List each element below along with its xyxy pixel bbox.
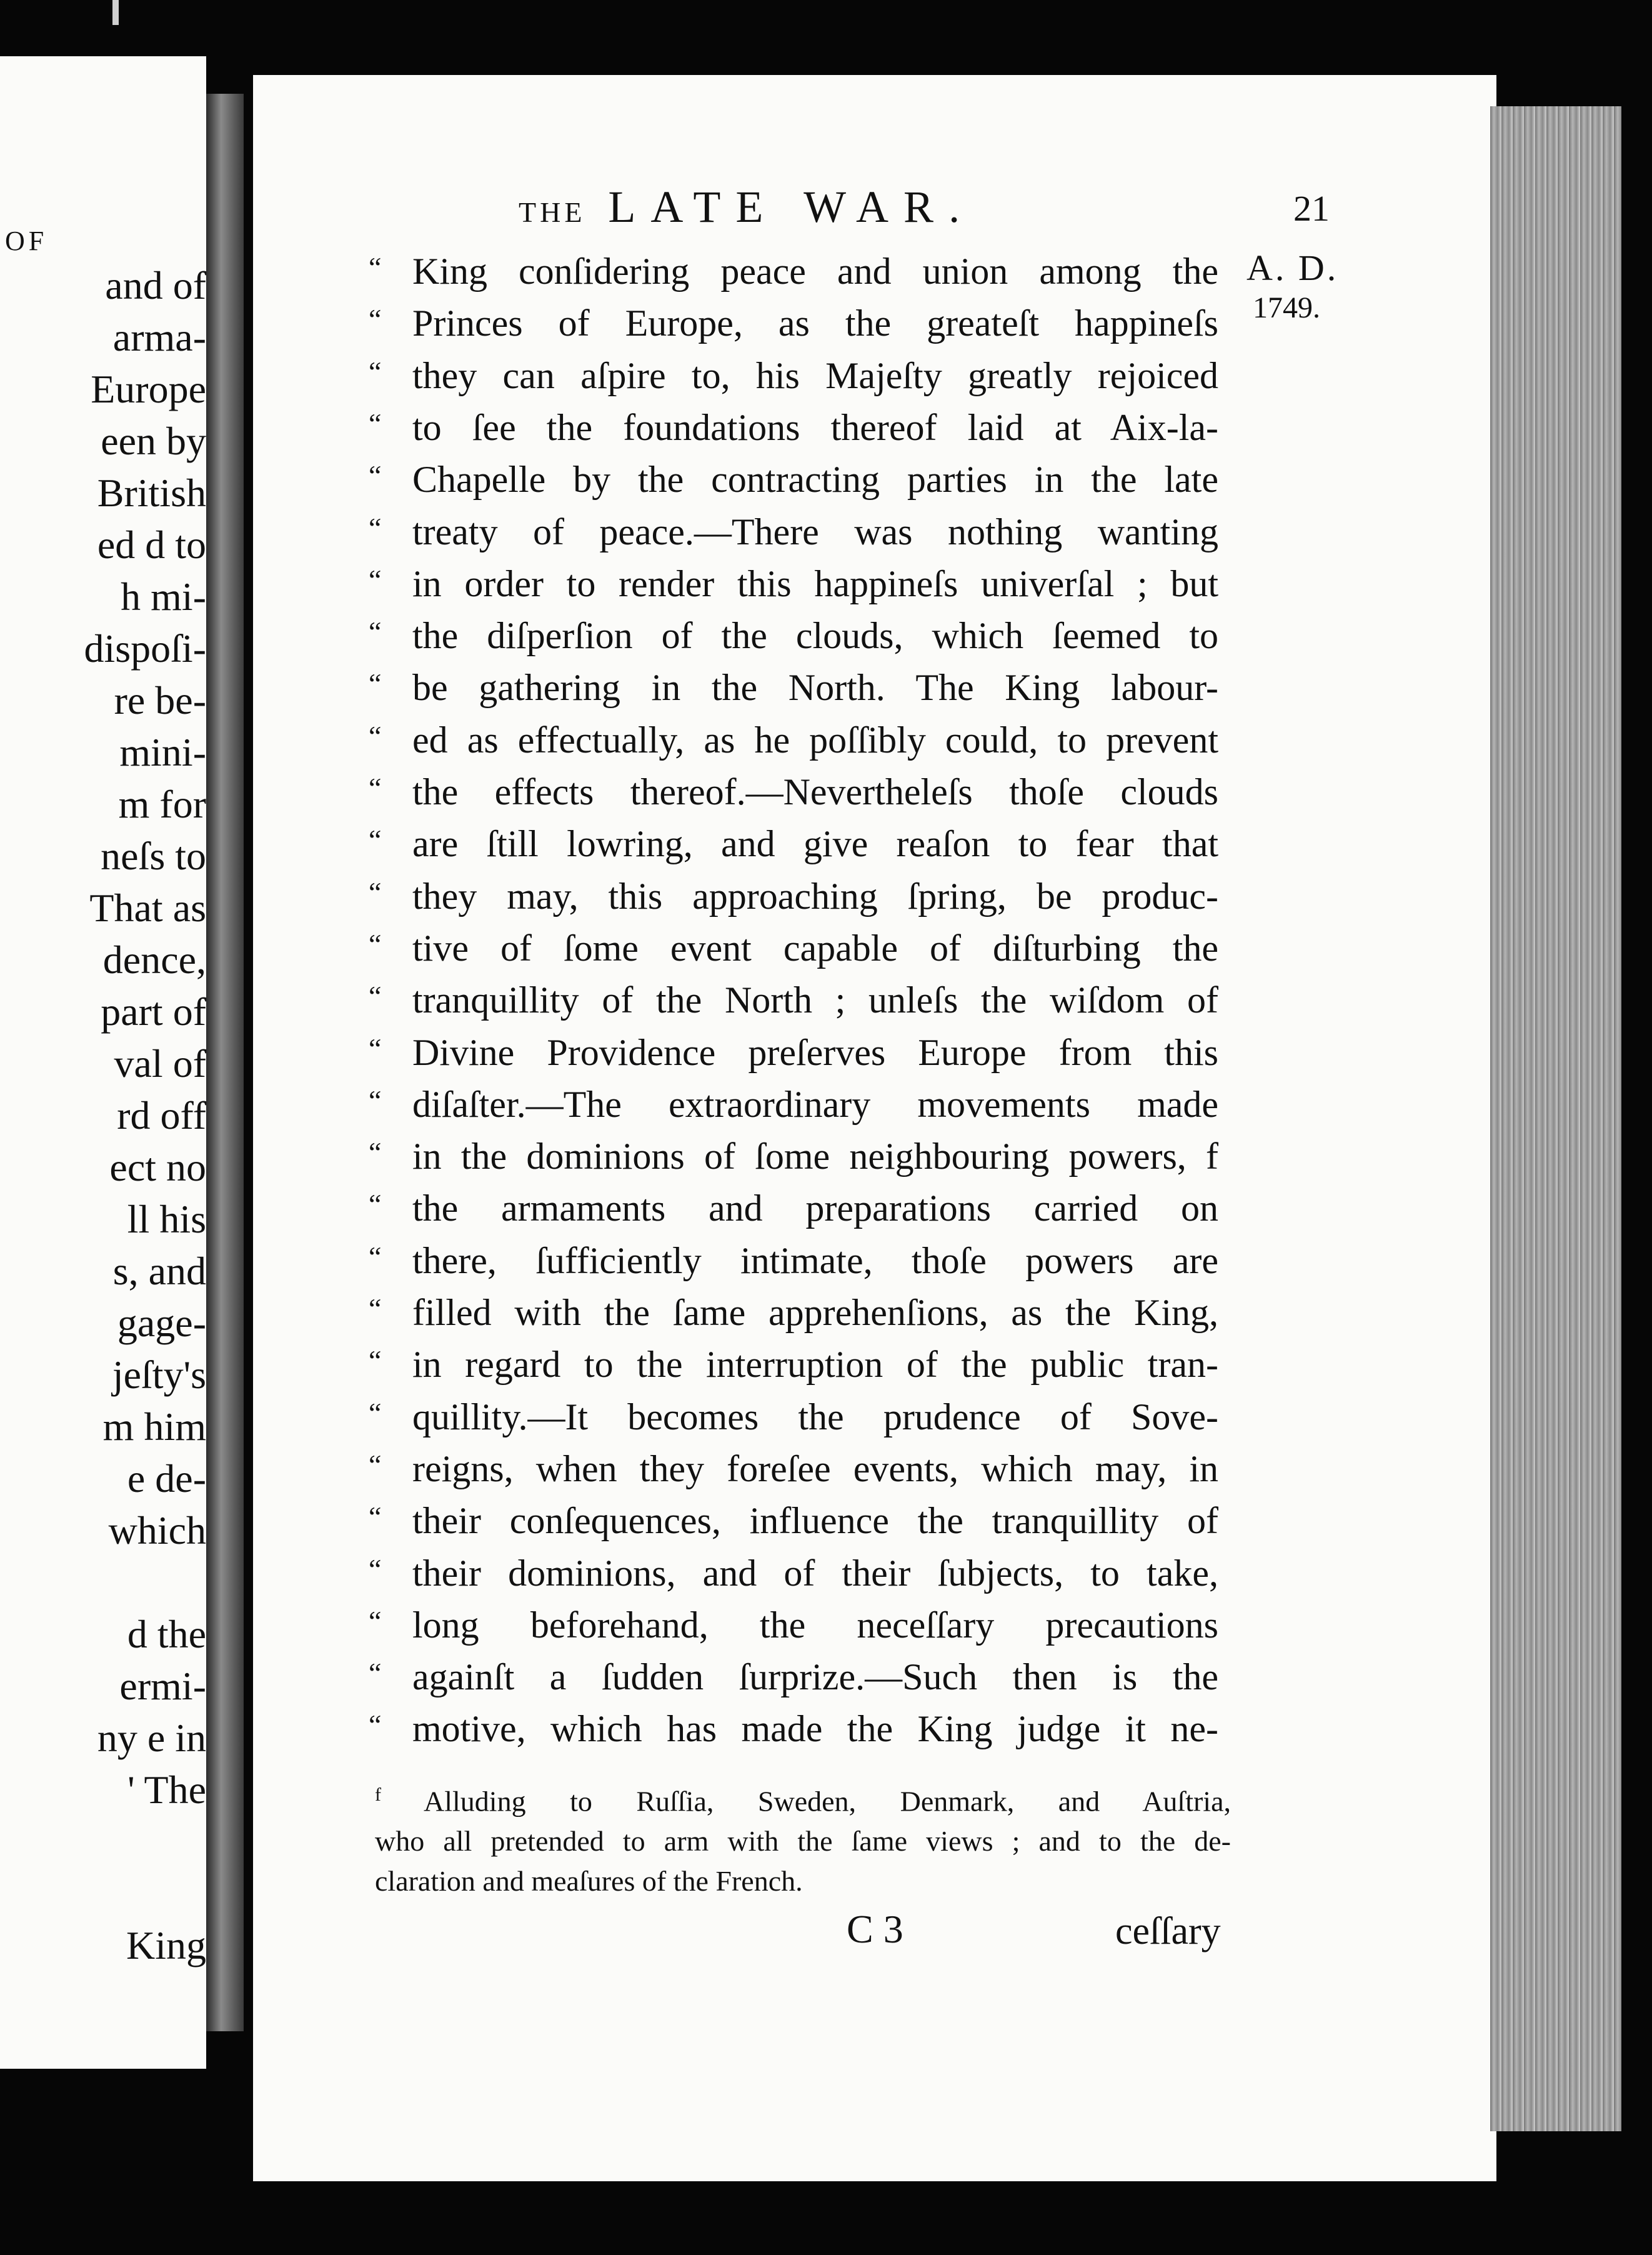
quote-mark: “ <box>369 1136 382 1168</box>
quote-mark: “ <box>369 1501 382 1532</box>
left-page-line: een by <box>101 419 206 463</box>
left-page-line: British <box>97 471 206 515</box>
left-page-line: ermi- <box>119 1664 206 1708</box>
left-page-line: That as <box>89 886 206 930</box>
quote-mark: “ <box>369 1709 382 1741</box>
signature-mark: C 3 <box>847 1907 903 1951</box>
page-block-edge <box>1490 106 1621 2131</box>
quote-mark: “ <box>369 1241 382 1272</box>
body-line: tranquillity of the North ; unleſs the wiſdom of <box>412 979 1218 1021</box>
left-page-line: neſs to <box>101 834 206 878</box>
quote-mark: “ <box>369 876 382 908</box>
left-page-gutter <box>206 94 244 2031</box>
footnote-line-text: Alluding to Ruſſia, Sweden, Denmark, and Auſtria, <box>424 1785 1232 1818</box>
left-page-line: ll his <box>127 1197 206 1241</box>
quote-mark: “ <box>369 928 382 960</box>
running-head <box>519 181 975 233</box>
body-line: their conſequences, influence the tranquillity of <box>412 1500 1218 1541</box>
body-line: the diſperſion of the clouds, which ſeemed to <box>412 615 1218 656</box>
quote-mark: “ <box>369 1449 382 1481</box>
margin-year: 1749. <box>1253 291 1320 324</box>
quote-mark: “ <box>369 408 382 439</box>
left-page-line: gage- <box>117 1301 206 1345</box>
left-page-line: s, and <box>112 1249 206 1293</box>
footnote-line: claration and meaſures of the French. <box>375 1865 803 1898</box>
body-line: Chapelle by the contracting parties in the late <box>412 459 1218 500</box>
body-line: quillity.—It becomes the prudence of Sove- <box>412 1396 1218 1438</box>
quote-mark: “ <box>369 303 382 335</box>
body-line: Princes of Europe, as the greateſt happineſs <box>412 302 1218 344</box>
footnote-marker: f <box>375 1784 381 1805</box>
body-line: motive, which has made the King judge it ne- <box>412 1708 1218 1749</box>
left-page-line: rd off <box>117 1093 206 1138</box>
body-line: there, ſufficiently intimate, thoſe powers are <box>412 1240 1218 1281</box>
left-page-line: mini- <box>119 730 206 774</box>
quote-mark: “ <box>369 1657 382 1689</box>
body-line: to ſee the foundations thereof laid at Aix-la- <box>412 407 1218 448</box>
body-line: be gathering in the North. The King labour- <box>412 667 1218 708</box>
left-page-line: val of <box>114 1041 206 1086</box>
body-line: King conſidering peace and union among the <box>412 251 1218 292</box>
body-line: they may, this approaching ſpring, be produc- <box>412 876 1218 917</box>
left-page-line: which <box>108 1508 206 1552</box>
quote-mark: “ <box>369 1605 382 1637</box>
running-head-title: LATE WAR. <box>608 182 975 232</box>
left-page-line: dence, <box>102 938 206 982</box>
quote-mark: “ <box>369 720 382 752</box>
quote-mark: “ <box>369 1084 382 1116</box>
body-line: ed as effectually, as he poſſibly could, to prevent <box>412 719 1218 761</box>
left-page-line: ect no <box>109 1145 206 1189</box>
catchword: ceſſary <box>1115 1910 1221 1952</box>
quote-mark: “ <box>369 980 382 1012</box>
body-line: in the dominions of ſome neighbouring powers, f <box>412 1136 1218 1177</box>
quote-mark: “ <box>369 824 382 856</box>
footnote <box>375 1775 1231 1901</box>
quote-mark: “ <box>369 1397 382 1429</box>
quote-mark: “ <box>369 512 382 544</box>
body-line: treaty of peace.—There was nothing wanting <box>412 511 1218 552</box>
body-line: the effects thereof.—Nevertheleſs thoſe clouds <box>412 771 1218 812</box>
quote-mark: “ <box>369 251 382 283</box>
body-line: in regard to the interruption of the public tran- <box>412 1344 1218 1385</box>
left-page-line: dispoſi- <box>84 626 206 671</box>
margin-era-label: A. D. <box>1246 248 1339 288</box>
body-line: in order to render this happineſs univerſal ; but <box>412 563 1218 604</box>
quote-mark: “ <box>369 1032 382 1064</box>
page-number: 21 <box>1293 188 1330 229</box>
left-page-line: h mi- <box>121 574 206 619</box>
running-head-the: THE <box>519 196 586 228</box>
left-page-line: Europe <box>91 367 206 411</box>
left-page-line: King <box>126 1923 206 1968</box>
body-line: filled with the ſame apprehenſions, as the King, <box>412 1292 1218 1333</box>
quote-mark: “ <box>369 1292 382 1324</box>
left-page-line: jeſty's <box>112 1352 206 1397</box>
body-line: are ſtill lowring, and give reaſon to fear that <box>412 823 1218 864</box>
left-page-line: e de- <box>127 1456 206 1501</box>
quote-mark: “ <box>369 459 382 491</box>
footnote-line <box>375 1775 1231 1821</box>
left-page-line: ed d to <box>97 522 206 567</box>
left-facing-page <box>0 56 206 2069</box>
quote-mark: “ <box>369 1344 382 1376</box>
scan-artifact <box>112 0 119 25</box>
body-line: tive of ſome event capable of diſturbing the <box>412 928 1218 969</box>
left-page-line: d the <box>127 1612 206 1656</box>
left-running-head: OF <box>5 226 48 256</box>
left-page-line: and of <box>105 263 206 308</box>
quote-mark: “ <box>369 616 382 648</box>
body-line: long beforehand, the neceſſary precautions <box>412 1604 1218 1646</box>
quote-mark: “ <box>369 356 382 388</box>
left-page-line: part of <box>101 989 206 1034</box>
body-line: diſaſter.—The extraordinary movements made <box>412 1084 1218 1125</box>
quote-mark: “ <box>369 668 382 699</box>
body-line: their dominions, and of their ſubjects, to take, <box>412 1552 1218 1594</box>
quote-mark: “ <box>369 1553 382 1585</box>
body-line: againſt a ſudden ſurprize.—Such then is the <box>412 1656 1218 1698</box>
left-page-line: re be- <box>114 678 206 722</box>
body-line: they can aſpire to, his Majeſty greatly rejoiced <box>412 355 1218 396</box>
body-line: reigns, when they foreſee events, which may, in <box>412 1448 1218 1489</box>
left-page-line: m him <box>102 1404 206 1449</box>
quote-mark: “ <box>369 772 382 804</box>
left-page-line: m for <box>118 782 206 826</box>
quote-mark: “ <box>369 1188 382 1220</box>
left-page-line: arma- <box>112 315 206 359</box>
left-page-line: ny e in <box>97 1716 206 1760</box>
body-line: the armaments and preparations carried on <box>412 1188 1218 1229</box>
left-page-line: ' The <box>127 1768 206 1812</box>
footnote-line: who all pretended to arm with the ſame views ; and to the de- <box>375 1825 1231 1858</box>
body-line: Divine Providence preſerves Europe from this <box>412 1032 1218 1073</box>
quote-mark: “ <box>369 564 382 596</box>
